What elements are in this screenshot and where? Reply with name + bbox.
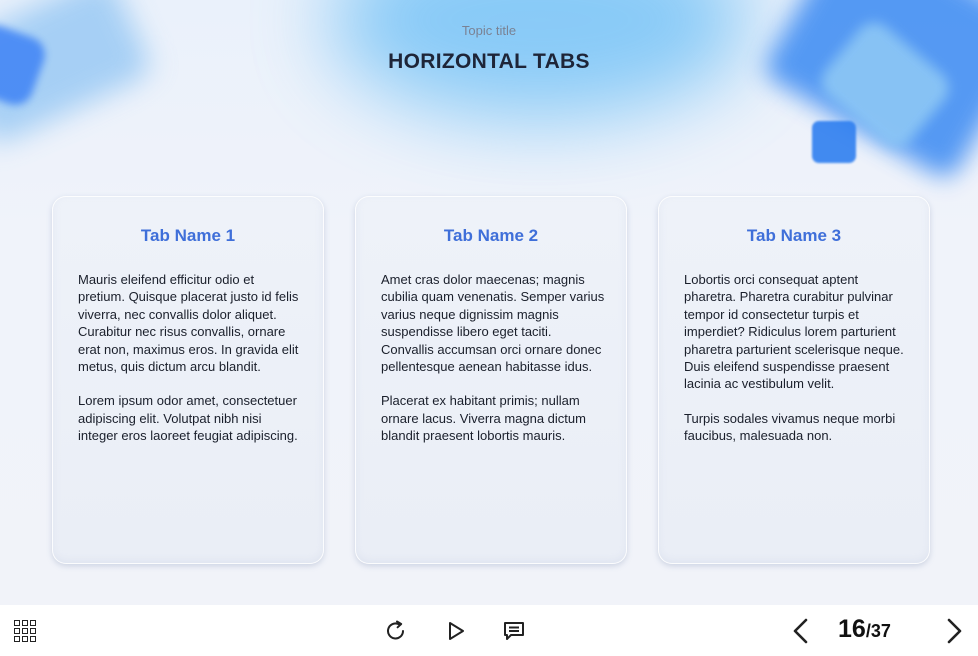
notes-button[interactable] [500,618,528,644]
topic-title: Topic title [461,23,517,38]
next-page-button[interactable] [941,617,967,645]
play-button[interactable] [443,618,469,644]
replay-button[interactable] [383,618,409,644]
chevron-left-icon [791,618,811,644]
replay-icon [384,619,408,643]
play-icon [445,620,467,642]
menu-button[interactable] [12,618,38,644]
player-toolbar [0,605,978,656]
page-counter [838,615,928,645]
tab-name[interactable]: Tab Name 3 [746,226,842,245]
prev-page-button[interactable] [788,617,814,645]
tab-paragraph: Mauris eleifend efficitur odio et pretium. Quisque placerat justo id felis viverra, nec convallis dolor aliquet. Curabitur nec risus convallis, ornare erat non, maximus eros. In gravida elit metus, quis dictum arcu blandit. [78,272,299,375]
tab-paragraph: Turpis sodales vivamus neque morbi faucibus, malesuada non. [684,410,896,444]
total-pages: 37 [870,621,891,641]
tab-name[interactable]: Tab Name 2 [443,226,539,245]
current-page: 16 [838,615,866,643]
decorative-shape [812,121,856,163]
page-separator: / [865,621,871,641]
tab-paragraph: Amet cras dolor maecenas; magnis cubilia quam venenatis. Semper varius varius neque dignissim magnis suspendisse libero eget taciti. Convallis accumsan orci ornare donec pellentesque aenean habitasse idus. [381,272,605,375]
page-title: HORIZONTAL TABS [388,50,590,73]
tab-paragraph: Lorem ipsum odor amet, consectetuer adipiscing elit. Volutpat nibh nisi integer eros laoreet feugiat adipiscing. [78,393,298,444]
tab-card-2[interactable] [355,196,627,564]
tab-paragraph: Lobortis orci consequat aptent pharetra. Pharetra curabitur pulvinar tempor id consectetur turpis et imperdiet? Ridiculus lorem parturient pharetra parturient scelerisque neque. Duis eleifend suspendisse praesent lacinia ac vestibulum velit. [684,272,904,392]
tab-card-3[interactable] [658,196,930,564]
chevron-right-icon [944,618,964,644]
tab-card-1[interactable] [52,196,324,564]
notes-icon [502,619,526,643]
menu-grid-icon [14,620,36,642]
tab-paragraph: Placerat ex habitant primis; nullam ornare lacus. Viverra magna dictum blandit praesent lobortis mauris. [381,393,586,444]
tab-name[interactable]: Tab Name 1 [140,226,236,245]
